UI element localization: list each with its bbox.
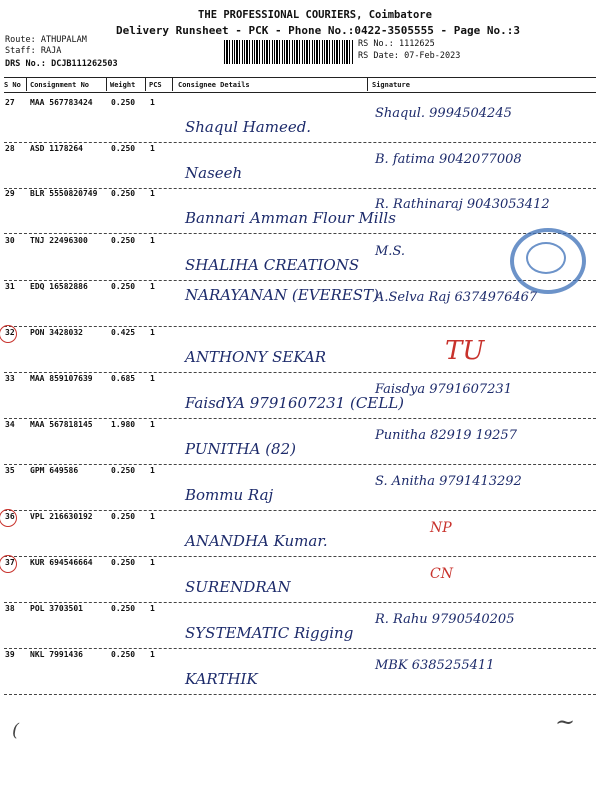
table-row xyxy=(0,510,600,556)
table-row xyxy=(0,142,600,188)
signature-handwriting: B. fatima 9042077008 xyxy=(375,152,522,167)
column-header-consignment: Consignment No xyxy=(30,81,90,89)
consignment-number: TNJ 22496300 xyxy=(30,236,88,245)
consignment-number: GPM 649586 xyxy=(30,466,79,475)
table-top-rule xyxy=(4,77,596,78)
rs-date-label: RS Date: xyxy=(358,51,399,61)
consignment-number: ASD 1178264 xyxy=(30,144,83,153)
rs-date-line xyxy=(358,51,460,61)
rs-no-value: 1112625 xyxy=(398,39,435,49)
staff-line xyxy=(5,46,61,56)
row-weight: 0.250 xyxy=(111,282,136,291)
row-separator xyxy=(4,694,596,695)
signature-handwriting: NP xyxy=(430,520,452,536)
column-divider xyxy=(26,78,27,91)
rs-no-label: RS No.: xyxy=(358,39,394,49)
staff-value: RAJA xyxy=(40,46,62,56)
drs-label: DRS No.: xyxy=(5,59,46,69)
barcode xyxy=(224,40,354,64)
column-divider xyxy=(367,78,368,91)
table-row xyxy=(0,464,600,510)
row-weight: 0.250 xyxy=(111,98,136,107)
row-serial-number: 38 xyxy=(5,604,15,613)
signature-handwriting: TU xyxy=(445,336,485,366)
drs-value: DCJB111262503 xyxy=(51,59,118,69)
row-pieces: 1 xyxy=(150,144,155,153)
signature-handwriting: MBK 6385255411 xyxy=(375,658,495,673)
route-label: Route: xyxy=(5,35,36,45)
row-pieces: 1 xyxy=(150,466,155,475)
row-pieces: 1 xyxy=(150,236,155,245)
consignee-handwriting: Bannari Amman Flour Mills xyxy=(185,209,396,227)
row-serial-number: 31 xyxy=(5,282,15,291)
stamp-inner-ring xyxy=(526,242,566,274)
signature-handwriting: M.S. xyxy=(375,244,406,259)
table-row xyxy=(0,280,600,326)
consignment-number: NKL 7991436 xyxy=(30,650,83,659)
row-serial-number: 30 xyxy=(5,236,15,245)
route-value: ATHUPALAM xyxy=(40,35,87,45)
column-divider xyxy=(145,78,146,91)
row-serial-number: 32 xyxy=(5,328,15,337)
signature-handwriting: S. Anitha 9791413292 xyxy=(375,474,522,489)
table-row xyxy=(0,648,600,694)
courier-stamp xyxy=(510,228,586,294)
consignee-handwriting: NARAYANAN (EVEREST) xyxy=(185,286,379,304)
pen-mark: ~ xyxy=(555,708,576,736)
consignee-handwriting: ANTHONY SEKAR xyxy=(185,348,327,366)
runsheet-subtitle: Delivery Runsheet - PCK - Phone No.:0422-3505555 - Page No.:3 xyxy=(116,24,520,37)
row-pieces: 1 xyxy=(150,558,155,567)
red-circle-mark xyxy=(0,509,17,527)
column-divider xyxy=(106,78,107,91)
table-row xyxy=(0,326,600,372)
consignment-number: MAA 567783424 xyxy=(30,98,93,107)
consignee-handwriting: PUNITHA (82) xyxy=(185,440,296,458)
consignment-number: POL 3703501 xyxy=(30,604,83,613)
consignee-handwriting: ANANDHA Kumar. xyxy=(185,532,328,550)
consignee-handwriting: Shaqul Hameed. xyxy=(185,118,312,136)
signature-handwriting: Shaqul. 9994504245 xyxy=(375,106,512,121)
consignee-handwriting: FaisdYA 9791607231 (CELL) xyxy=(185,394,405,412)
row-serial-number: 33 xyxy=(5,374,15,383)
red-circle-mark xyxy=(0,555,17,573)
row-weight: 0.250 xyxy=(111,189,136,198)
drs-line xyxy=(5,59,118,69)
row-weight: 0.685 xyxy=(111,374,136,383)
column-header-pcs: PCS xyxy=(149,81,162,89)
column-header-sno: S No xyxy=(4,81,21,89)
row-serial-number: 28 xyxy=(5,144,15,153)
consignee-handwriting: SHALIHA CREATIONS xyxy=(185,256,360,274)
row-weight: 0.250 xyxy=(111,466,136,475)
table-row xyxy=(0,602,600,648)
row-serial-number: 37 xyxy=(5,558,15,567)
route-line xyxy=(5,35,87,45)
signature-handwriting: CN xyxy=(430,566,453,582)
pen-mark: ( xyxy=(12,720,20,741)
consignment-number: BLR 5550820749 xyxy=(30,189,98,198)
consignment-number: PON 3428032 xyxy=(30,328,83,337)
row-weight: 0.250 xyxy=(111,236,136,245)
row-pieces: 1 xyxy=(150,328,155,337)
row-weight: 0.250 xyxy=(111,144,136,153)
column-divider xyxy=(172,78,173,91)
signature-handwriting: A.Selva Raj 6374976467 xyxy=(375,290,538,305)
consignment-number: KUR 694546664 xyxy=(30,558,93,567)
consignee-handwriting: Bommu Raj xyxy=(185,486,274,504)
consignment-number: EDQ 16582886 xyxy=(30,282,88,291)
consignee-handwriting: Naseeh xyxy=(185,164,243,182)
table-row xyxy=(0,418,600,464)
row-serial-number: 27 xyxy=(5,98,15,107)
row-pieces: 1 xyxy=(150,650,155,659)
row-pieces: 1 xyxy=(150,420,155,429)
row-pieces: 1 xyxy=(150,374,155,383)
rs-no-line xyxy=(358,39,435,49)
column-header-consignee: Consignee Details xyxy=(178,81,250,89)
row-weight: 1.980 xyxy=(111,420,136,429)
consignment-number: MAA 567818145 xyxy=(30,420,93,429)
row-weight: 0.425 xyxy=(111,328,136,337)
row-pieces: 1 xyxy=(150,189,155,198)
column-header-signature: Signature xyxy=(372,81,410,89)
row-weight: 0.250 xyxy=(111,604,136,613)
signature-handwriting: Faisdya 9791607231 xyxy=(375,382,512,397)
consignee-handwriting: SURENDRAN xyxy=(185,578,291,596)
table-row xyxy=(0,187,600,233)
row-serial-number: 39 xyxy=(5,650,15,659)
signature-handwriting: R. Rathinaraj 9043053412 xyxy=(375,197,550,212)
consignee-handwriting: SYSTEMATIC Rigging xyxy=(185,624,354,642)
row-serial-number: 29 xyxy=(5,189,15,198)
signature-handwriting: R. Rahu 9790540205 xyxy=(375,612,515,627)
row-weight: 0.250 xyxy=(111,512,136,521)
table-row xyxy=(0,96,600,142)
column-header-weight: Weight xyxy=(110,81,136,89)
consignment-number: MAA 859107639 xyxy=(30,374,93,383)
table-row xyxy=(0,556,600,602)
table-row xyxy=(0,372,600,418)
row-pieces: 1 xyxy=(150,604,155,613)
row-serial-number: 36 xyxy=(5,512,15,521)
consignment-number: VPL 216630192 xyxy=(30,512,93,521)
red-circle-mark xyxy=(0,325,17,343)
row-pieces: 1 xyxy=(150,98,155,107)
signature-handwriting: Punitha 82919 19257 xyxy=(375,428,517,443)
row-weight: 0.250 xyxy=(111,650,136,659)
row-serial-number: 35 xyxy=(5,466,15,475)
header-bottom-rule xyxy=(4,92,596,93)
staff-label: Staff: xyxy=(5,46,36,56)
row-weight: 0.250 xyxy=(111,558,136,567)
row-pieces: 1 xyxy=(150,282,155,291)
consignee-handwriting: KARTHIK xyxy=(185,670,258,688)
rs-date-value: 07-Feb-2023 xyxy=(404,51,461,61)
row-pieces: 1 xyxy=(150,512,155,521)
company-title: THE PROFESSIONAL COURIERS, Coimbatore xyxy=(198,9,432,21)
row-serial-number: 34 xyxy=(5,420,15,429)
